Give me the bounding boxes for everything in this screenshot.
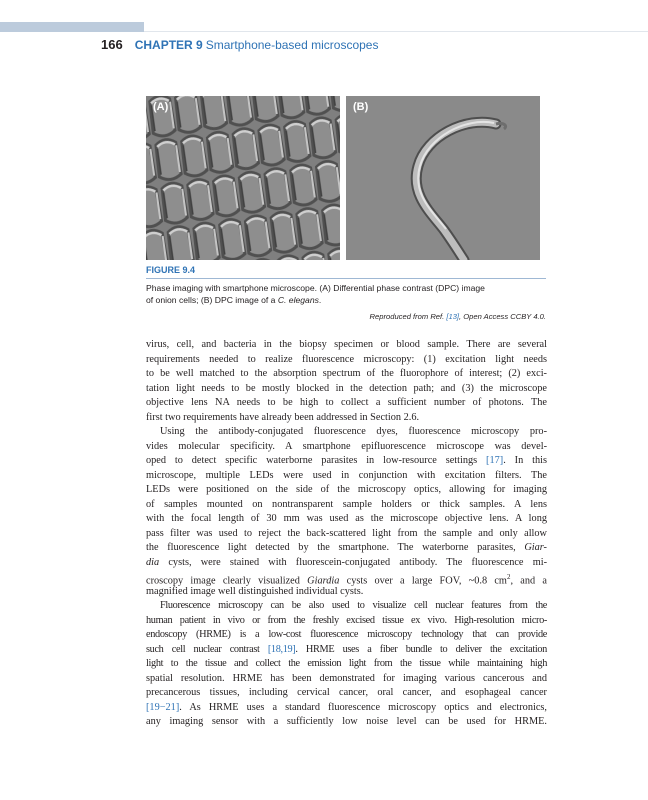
text-line (146, 454, 547, 469)
text-run: croscopy image clearly visualized (146, 575, 308, 587)
text-run: . In this (503, 455, 547, 466)
text-line: LEDs were positioned on the side of the microscopy optics, allowing for imaging (146, 484, 547, 495)
credit-text: , Open Access CCBY 4.0. (459, 312, 546, 321)
text-run: oped to detect specific waterborne parasites in low-resource settings (146, 455, 487, 466)
text-line: precancerous tissues, including cervical cancer, oral cancer, and esophageal cancer (146, 687, 547, 698)
text-line: tation light needs to be mostly blocked in the detection path; and (3) the microscope (146, 382, 547, 394)
text-italic: Giardia (307, 575, 340, 587)
text-line (146, 541, 547, 556)
caption-text: of onion cells; (B) DPC image of a (146, 295, 278, 305)
text-line (146, 701, 547, 716)
c-elegans-image (346, 96, 540, 260)
reference-link[interactable]: [17] (486, 455, 504, 466)
text-line (146, 570, 547, 585)
text-line: light to the tissue and collect the emission light from the tissue while maintaining high (146, 658, 547, 669)
text-line: human patient in vivo or from the freshly excised tissue ex vivo. High-resolution micro- (146, 614, 547, 626)
caption-text: . (318, 295, 322, 305)
superscript: 2 (506, 573, 511, 581)
chapter-title: Smartphone-based microscopes (205, 38, 379, 52)
text-line: any imaging sensor with a sufficiently low noise level can be used for HRME. (146, 716, 547, 727)
text-run: . As HRME uses a standard fluorescence microscopy optics and electronics, (179, 701, 547, 713)
text-italic: dia (146, 556, 160, 568)
panel-b-label: (B) (353, 101, 369, 113)
text-line (146, 643, 547, 658)
text-line: virus, cell, and bacteria in the biopsy specimen or blood sample. There are several (146, 339, 547, 350)
text-run: cysts over a large FOV, ~0.8 cm (339, 575, 507, 587)
figure-panel-b-c-elegans (346, 96, 540, 260)
text-line: with the focal length of 30 mm was used as the microscope objective lens. A long (146, 513, 547, 524)
figure-rule (146, 278, 546, 279)
caption-line (146, 294, 546, 306)
text-italic: Giar- (524, 542, 547, 553)
figure-credit (146, 312, 546, 321)
reference-link[interactable]: [13] (446, 312, 460, 321)
text-line: pass filter was used to reject the back-scattered light from the sample and only allow (146, 527, 547, 539)
onion-cells-image (146, 96, 340, 260)
header-accent-bar (0, 22, 144, 32)
header-rule (144, 31, 648, 32)
reference-link[interactable]: [18,19] (267, 643, 296, 655)
text-run: the fluorescence light detected by the smartphone. The waterborne parasites, (146, 542, 525, 553)
text-line: vides molecular specificity. A smartphone epifluorescence microscope was devel- (146, 440, 547, 452)
text-line: microscope, multiple LEDs were used in conjunction with excitation filters. The (146, 469, 547, 481)
credit-text: Reproduced from Ref. (369, 312, 447, 321)
text-run: cysts, were stained with fluorescein-conjugated antibody. The fluorescence mi- (159, 556, 547, 568)
text-run: . HRME uses a fiber bundle to deliver the excitation (295, 643, 547, 655)
text-line: to be well matched to the absorption spectrum of the fluorophore of interest; (2) exci- (146, 368, 547, 379)
running-header (101, 36, 378, 54)
text-line: first two requirements have already been addressed in Section 2.6. (146, 411, 420, 423)
text-line: magnified image well distinguished individual cysts. (146, 585, 364, 597)
caption-species: C. elegans (277, 295, 319, 305)
text-line: requirements needed to realize fluorescence microscopy: (1) excitation light needs (146, 353, 547, 365)
body-text (146, 338, 547, 730)
chapter-label: CHAPTER 9 (134, 38, 203, 52)
text-line: spatial resolution. HRME has been demonstrated for imaging various cancerous and (146, 672, 547, 684)
text-line: objective lens NA needs to be high to collect a sufficient number of photons. The (146, 397, 547, 408)
text-line: Using the antibody-conjugated fluorescence dyes, fluorescence microscopy pro- (160, 426, 547, 437)
text-line: endoscopy (HRME) is a low-cost fluorescence microscopy technology that can provide (146, 629, 547, 640)
figure-caption (146, 282, 546, 306)
figure-label: FIGURE 9.4 (146, 265, 196, 275)
page-number: 166 (101, 37, 123, 52)
text-line: of samples mounted on nontransparent sample holders or thick samples. A lens (146, 498, 547, 510)
caption-line: Phase imaging with smartphone microscope. (A) Differential phase contrast (DPC) image (146, 283, 485, 293)
text-run: , and a (510, 575, 547, 587)
text-run: such cell nuclear contrast (146, 643, 268, 655)
panel-a-label: (A) (153, 101, 169, 113)
reference-link[interactable]: [19−21] (146, 701, 180, 713)
text-line: Fluorescence microscopy can be also used to visualize cell nuclear features from the (160, 600, 547, 611)
figure-panel-a-onion-cells (146, 96, 340, 260)
text-line (146, 556, 547, 571)
